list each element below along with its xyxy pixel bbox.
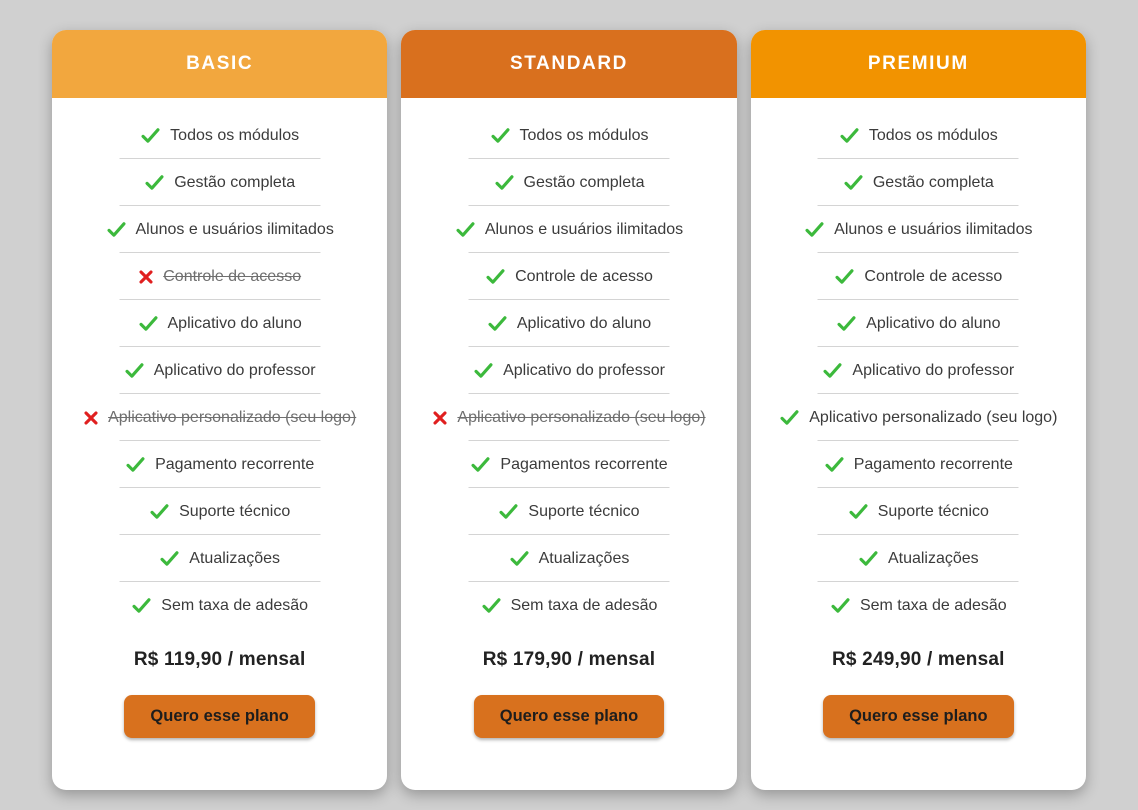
feature-label: Aplicativo do aluno [167, 314, 302, 332]
feature-label: Aplicativo do professor [503, 361, 665, 379]
feature-label: Todos os módulos [170, 126, 300, 144]
check-icon [106, 219, 127, 240]
check-icon [470, 454, 491, 475]
feature-item [60, 347, 379, 394]
feature-item [60, 535, 379, 582]
plan-header [401, 30, 736, 98]
feature-label: Todos os módulos [868, 126, 998, 144]
check-icon [494, 172, 515, 193]
feature-label: Controle de acesso [864, 267, 1003, 285]
feature-label: Aplicativo do aluno [866, 314, 1001, 332]
plan-card [401, 30, 736, 790]
feature-label: Aplicativo do aluno [516, 314, 652, 332]
feature-item [409, 206, 728, 253]
feature-item [759, 112, 1078, 159]
check-icon [834, 266, 855, 287]
check-icon [822, 360, 843, 381]
feature-label: Alunos e usuários ilimitados [484, 220, 684, 238]
feature-item [759, 253, 1078, 300]
feature-item [409, 394, 728, 441]
feature-label: Todos os módulos [519, 126, 649, 144]
feature-item [759, 441, 1078, 488]
plan-price: R$ 179,90 / mensal [482, 649, 656, 670]
feature-item [759, 206, 1078, 253]
check-icon [138, 313, 159, 334]
check-icon [125, 454, 146, 475]
feature-label: Aplicativo personalizado (seu logo) [457, 408, 706, 426]
feature-label: Pagamento recorrente [853, 455, 1013, 473]
check-icon [498, 501, 519, 522]
check-icon [131, 595, 152, 616]
feature-label: Suporte técnico [877, 502, 989, 520]
feature-list [751, 112, 1086, 629]
check-icon [843, 172, 864, 193]
check-icon [490, 125, 511, 146]
check-icon [839, 125, 860, 146]
feature-item [60, 300, 379, 347]
feature-label: Atualizações [189, 549, 281, 567]
feature-item [60, 253, 379, 300]
feature-item [409, 253, 728, 300]
feature-item [409, 441, 728, 488]
cta-button[interactable]: Quero esse plano [823, 695, 1013, 738]
feature-item [409, 488, 728, 535]
feature-item [60, 206, 379, 253]
feature-label: Gestão completa [523, 173, 645, 191]
check-icon [481, 595, 502, 616]
check-icon [830, 595, 851, 616]
feature-item [60, 582, 379, 629]
plan-card [52, 30, 387, 790]
feature-item [60, 394, 379, 441]
check-icon [455, 219, 476, 240]
plan-name: STANDARD [509, 53, 628, 74]
feature-label: Aplicativo do professor [852, 361, 1015, 379]
feature-item [409, 347, 728, 394]
feature-label: Aplicativo personalizado (seu logo) [809, 408, 1058, 426]
plan-price: R$ 119,90 / mensal [133, 649, 306, 670]
check-icon [848, 501, 869, 522]
cross-icon [138, 269, 154, 285]
feature-item [409, 112, 728, 159]
feature-label: Gestão completa [872, 173, 994, 191]
check-icon [124, 360, 145, 381]
check-icon [779, 407, 800, 428]
check-icon [149, 501, 170, 522]
feature-label: Alunos e usuários ilimitados [834, 220, 1033, 238]
plan-name: BASIC [186, 53, 254, 74]
feature-list [401, 112, 736, 629]
feature-item [60, 441, 379, 488]
feature-item [759, 347, 1078, 394]
feature-label: Controle de acesso [515, 267, 653, 285]
feature-label: Alunos e usuários ilimitados [135, 220, 334, 238]
cta-button[interactable]: Quero esse plano [124, 695, 314, 738]
check-icon [473, 360, 494, 381]
check-icon [836, 313, 857, 334]
feature-item [759, 582, 1078, 629]
feature-label: Pagamentos recorrente [500, 455, 668, 473]
feature-label: Aplicativo personalizado (seu logo) [108, 408, 357, 426]
feature-label: Suporte técnico [528, 502, 640, 520]
feature-item [759, 394, 1078, 441]
feature-label: Atualizações [538, 549, 630, 567]
feature-label: Controle de acesso [163, 267, 302, 285]
check-icon [144, 172, 165, 193]
feature-item [759, 159, 1078, 206]
feature-label: Pagamento recorrente [155, 455, 315, 473]
feature-item [409, 535, 728, 582]
feature-label: Aplicativo do professor [153, 361, 316, 379]
feature-item [60, 488, 379, 535]
feature-label: Atualizações [887, 549, 979, 567]
plan-header [52, 30, 387, 98]
feature-label: Suporte técnico [179, 502, 291, 520]
feature-label: Sem taxa de adesão [510, 596, 658, 614]
check-icon [159, 548, 180, 569]
feature-item [60, 112, 379, 159]
check-icon [487, 313, 508, 334]
plan-header [751, 30, 1086, 98]
check-icon [858, 548, 879, 569]
feature-item [759, 535, 1078, 582]
plan-price: R$ 249,90 / mensal [832, 649, 1005, 670]
cross-icon [83, 410, 99, 426]
check-icon [804, 219, 825, 240]
cross-icon [432, 410, 448, 426]
feature-item [409, 159, 728, 206]
check-icon [485, 266, 506, 287]
plan-name: PREMIUM [867, 53, 969, 74]
feature-label: Sem taxa de adesão [161, 596, 309, 614]
feature-item [759, 488, 1078, 535]
check-icon [824, 454, 845, 475]
cta-button[interactable]: Quero esse plano [474, 695, 664, 738]
feature-item [60, 159, 379, 206]
feature-item [409, 582, 728, 629]
plan-card [751, 30, 1086, 790]
feature-item [759, 300, 1078, 347]
feature-item [409, 300, 728, 347]
feature-label: Sem taxa de adesão [859, 596, 1007, 614]
feature-label: Gestão completa [174, 173, 296, 191]
check-icon [509, 548, 530, 569]
check-icon [140, 125, 161, 146]
feature-list [52, 112, 387, 629]
